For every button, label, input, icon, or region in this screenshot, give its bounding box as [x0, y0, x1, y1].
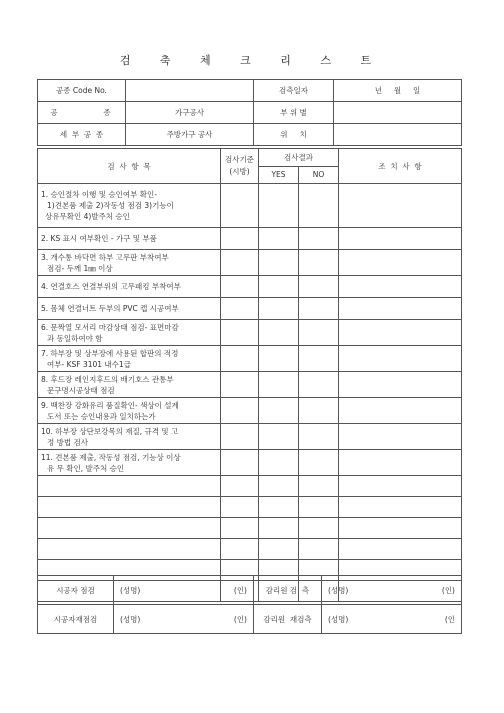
checklist-no-cell[interactable] [299, 539, 339, 560]
checklist-standard-cell[interactable] [221, 276, 259, 298]
contractor-material-check-sign[interactable] [114, 605, 254, 634]
checklist-yes-cell[interactable] [259, 539, 299, 560]
checklist-item-line: 9. 백찬장 강화유리 품질확인- 색상이 설계 [41, 400, 179, 410]
checklist-standard-cell[interactable] [221, 228, 259, 250]
checklist-yes-cell[interactable] [259, 424, 299, 450]
checklist-header-row [38, 149, 462, 167]
checklist-no-cell[interactable] [299, 228, 339, 250]
checklist-item-line: 정 방법 검사 [47, 437, 88, 447]
checklist-no-cell[interactable] [299, 518, 339, 539]
contractor-name-label: (성명) [120, 586, 141, 595]
supervisor-name-label: (성명) [328, 586, 349, 595]
checklist-yes-cell[interactable] [259, 276, 299, 298]
part-label: 부 위 별 [254, 102, 334, 124]
checklist-item[interactable] [38, 539, 221, 560]
contractor-check-label: 시공자 점검 [38, 576, 114, 605]
checklist-item-line: 2. KS 표시 여부확인 - 가구 및 부품 [41, 234, 157, 243]
checklist-item [38, 372, 221, 398]
supervisor-reinspect-name-label: (성명) [328, 615, 349, 624]
checklist-item-line: 점검- 두께 1㎜ 이상 [47, 263, 113, 273]
header-row-detail [38, 124, 462, 146]
checklist-standard-cell[interactable] [221, 398, 259, 424]
checklist-blank-row [38, 518, 462, 539]
checklist-no-cell[interactable] [299, 346, 339, 372]
checklist-item-line: 1. 승인절차 이행 및 승인여부 확인- [41, 190, 157, 199]
supervisor-inspect-sign[interactable] [322, 576, 462, 605]
checklist-item [38, 228, 221, 250]
signature-row [38, 576, 462, 605]
checklist-row [38, 250, 462, 276]
contractor-material-check-label: 시공자재점검 [38, 605, 114, 634]
checklist-standard-cell[interactable] [221, 450, 259, 476]
checklist-item-line: 10. 하부장 상단보강목의 재질, 규격 및 고 [41, 426, 179, 436]
checklist-item-line: 7. 하부장 및 상부장에 사용된 합판의 적정 [41, 348, 179, 358]
header-row-code [38, 80, 462, 102]
col-standard-sub: (시방) [229, 167, 250, 176]
checklist-item [38, 450, 221, 476]
col-result-header: 검사결과 [259, 149, 339, 167]
checklist-action-cell[interactable] [339, 497, 462, 518]
checklist-item[interactable] [38, 476, 221, 497]
contractor-check-sign[interactable] [114, 576, 254, 605]
checklist-item [38, 298, 221, 320]
checklist-table [37, 148, 462, 602]
checklist-standard-cell[interactable] [221, 497, 259, 518]
checklist-no-cell[interactable] [299, 450, 339, 476]
checklist-no-cell[interactable] [299, 320, 339, 346]
checklist-row [38, 424, 462, 450]
checklist-row [38, 372, 462, 398]
col-no-header: NO [299, 166, 339, 184]
checklist-row [38, 276, 462, 298]
checklist-standard-cell[interactable] [221, 184, 259, 228]
checklist-no-cell[interactable] [299, 276, 339, 298]
checklist-yes-cell[interactable] [259, 497, 299, 518]
supervisor-reinspect-sign[interactable] [322, 605, 462, 634]
checklist-action-cell[interactable] [339, 346, 462, 372]
checklist-standard-cell[interactable] [221, 346, 259, 372]
location-value[interactable] [334, 124, 462, 146]
checklist-item-line: 도서 또는 승인내용과 일치하는가 [47, 411, 156, 421]
checklist-row [38, 450, 462, 476]
col-yes-header: YES [259, 166, 299, 184]
checklist-standard-cell[interactable] [221, 372, 259, 398]
checklist-action-cell[interactable] [339, 424, 462, 450]
checklist-standard-cell[interactable] [221, 424, 259, 450]
detail-work-value[interactable]: 주방가구 공사 [126, 124, 254, 146]
checklist-no-cell[interactable] [299, 250, 339, 276]
checklist-item [38, 250, 221, 276]
checklist-item-line: 과 동일하여야 함 [47, 333, 103, 343]
checklist-row [38, 320, 462, 346]
header-table [37, 79, 462, 146]
supervisor-inspect-label: 감리원 검 측 [254, 576, 322, 605]
checklist-row [38, 184, 462, 228]
checklist-yes-cell[interactable] [259, 228, 299, 250]
checklist-row [38, 346, 462, 372]
supervisor-seal-label: (인) [441, 586, 455, 595]
checklist-yes-cell[interactable] [259, 298, 299, 320]
checklist-blank-row [38, 497, 462, 518]
checklist-yes-cell[interactable] [259, 250, 299, 276]
checklist-standard-cell[interactable] [221, 476, 259, 497]
checklist-row [38, 398, 462, 424]
checklist-yes-cell[interactable] [259, 320, 299, 346]
checklist-standard-cell[interactable] [221, 539, 259, 560]
page-title: 검 축 체 크 리 스 트 [119, 54, 385, 67]
checklist-item[interactable] [38, 518, 221, 539]
checklist-item-line: 3. 개수통 바닥면 하부 고무판 부착여부 [41, 252, 169, 262]
supervisor-reinspect-seal-label: (인 [444, 615, 455, 624]
col-action-header: 조 치 사 항 [339, 149, 462, 184]
checklist-no-cell[interactable] [299, 424, 339, 450]
checklist-action-cell[interactable] [339, 398, 462, 424]
checklist-item-line: 11. 견본품 제출, 작동성 점검, 기능상 이상 [41, 452, 181, 462]
col-item-header: 검 사 항 목 [38, 149, 221, 184]
checklist-item-line: 문구명시공상태 점검 [47, 385, 115, 395]
checklist-action-cell[interactable] [339, 228, 462, 250]
header-row-work-type [38, 102, 462, 124]
col-standard-label: 검사기준 [225, 155, 254, 164]
checklist-item-line: 4. 연결호스 연결부위의 고무패킹 부착여부 [41, 282, 181, 291]
checklist-item[interactable] [38, 497, 221, 518]
contractor-material-seal-label: (인) [233, 615, 247, 624]
checklist-action-cell[interactable] [339, 372, 462, 398]
checklist-blank-row [38, 476, 462, 497]
checklist-no-cell[interactable] [299, 298, 339, 320]
checklist-yes-cell[interactable] [259, 450, 299, 476]
checklist-action-cell[interactable] [339, 250, 462, 276]
checklist-item-line: 6. 문짝열 모서리 마감상태 점검- 표면마감 [41, 322, 179, 332]
checklist-item [38, 320, 221, 346]
checklist-blank-row [38, 539, 462, 560]
checklist-item-line: 1)견본품 제출 2)작동성 점검 3)기능이 [47, 201, 174, 210]
signature-row [38, 605, 462, 634]
work-type-label: 공 종 [38, 102, 126, 124]
checklist-yes-cell[interactable] [259, 372, 299, 398]
location-label: 위 치 [254, 124, 334, 146]
checklist-yes-cell[interactable] [259, 398, 299, 424]
work-type-value[interactable]: 가구공사 [126, 102, 254, 124]
checklist-no-cell[interactable] [299, 476, 339, 497]
inspection-date-label: 검측일자 [254, 80, 334, 102]
checklist-item-line: 5. 몸체 연결너트 두부의 PVC 캡 시공여부 [41, 304, 179, 313]
checklist-item-line: 여부- KSF 3101 내수1급 [47, 359, 131, 369]
checklist-action-cell[interactable] [339, 276, 462, 298]
checklist-yes-cell[interactable] [259, 184, 299, 228]
checklist-item-line: 상유무확인 4)발주처 승인 [45, 212, 130, 221]
checklist-action-cell[interactable] [339, 476, 462, 497]
checklist-no-cell[interactable] [299, 372, 339, 398]
checklist-yes-cell[interactable] [259, 476, 299, 497]
code-label: 공종 Code No. [38, 80, 126, 102]
checklist-no-cell[interactable] [299, 184, 339, 228]
checklist-standard-cell[interactable] [221, 518, 259, 539]
checklist-item-line: 8. 후드장 레인지후드의 배기호스 관통부 [41, 374, 174, 384]
contractor-material-name-label: (성명) [120, 615, 141, 624]
detail-work-label: 세 부 공 종 [38, 124, 126, 146]
contractor-seal-label: (인) [233, 586, 247, 595]
supervisor-reinspect-label: 감리원 재검측 [254, 605, 322, 634]
checklist-standard-cell[interactable] [221, 298, 259, 320]
checklist-no-cell[interactable] [299, 398, 339, 424]
checklist-yes-cell[interactable] [259, 346, 299, 372]
inspection-date-value[interactable]: 년 월 일 [334, 80, 462, 102]
signature-table [37, 575, 462, 634]
checklist-action-cell[interactable] [339, 184, 462, 228]
checklist-item [38, 276, 221, 298]
checklist-action-cell[interactable] [339, 320, 462, 346]
code-value[interactable] [126, 80, 254, 102]
checklist-standard-cell[interactable] [221, 320, 259, 346]
checklist-action-cell[interactable] [339, 518, 462, 539]
checklist-standard-cell[interactable] [221, 250, 259, 276]
checklist-no-cell[interactable] [299, 497, 339, 518]
checklist-action-cell[interactable] [339, 539, 462, 560]
col-standard-header [221, 149, 259, 184]
part-value[interactable] [334, 102, 462, 124]
checklist-item [38, 424, 221, 450]
checklist-row [38, 228, 462, 250]
checklist-action-cell[interactable] [339, 298, 462, 320]
checklist-item [38, 184, 221, 228]
checklist-row [38, 298, 462, 320]
checklist-yes-cell[interactable] [259, 518, 299, 539]
checklist-action-cell[interactable] [339, 450, 462, 476]
checklist-item [38, 398, 221, 424]
checklist-item-line: 유 무 확인, 발주처 승인 [47, 463, 125, 473]
checklist-item [38, 346, 221, 372]
